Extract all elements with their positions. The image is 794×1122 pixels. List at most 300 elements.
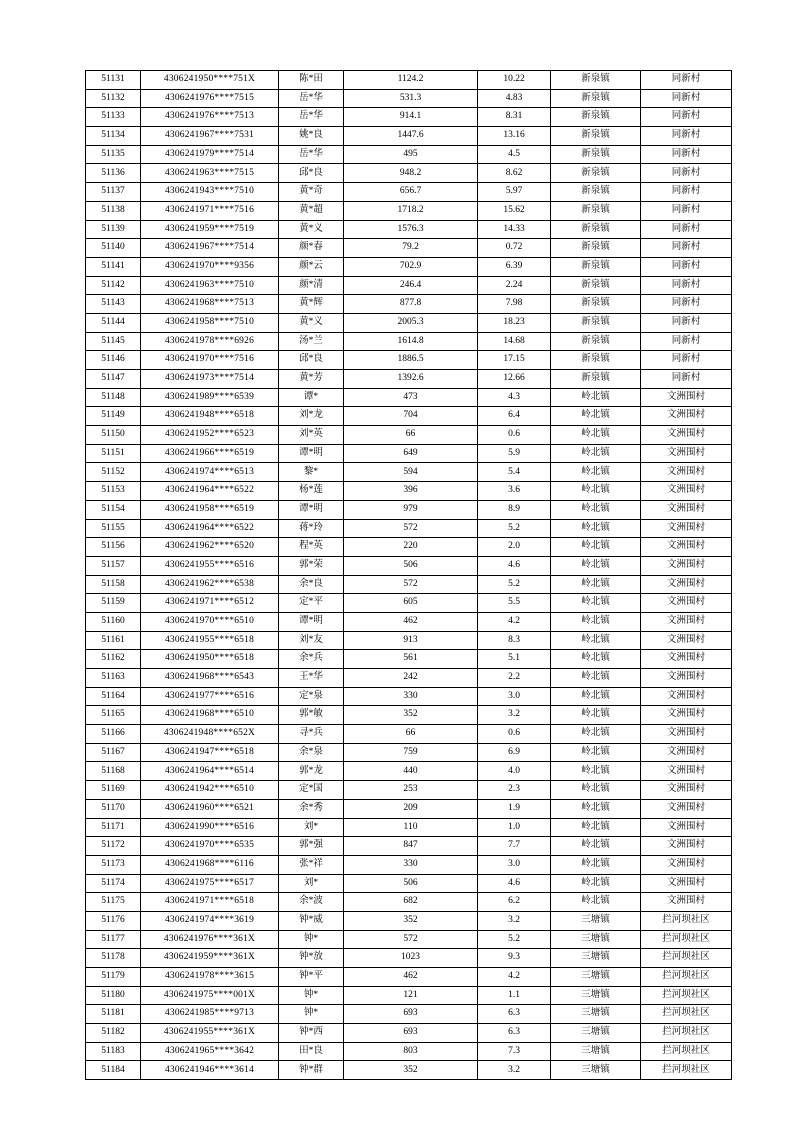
table-cell-rate: 2.0 xyxy=(478,538,551,557)
table-cell-serial: 51174 xyxy=(86,874,141,893)
table-cell-town: 岭北镇 xyxy=(551,500,641,519)
table-cell-rate: 0.72 xyxy=(478,239,551,258)
table-row xyxy=(86,687,732,706)
table-cell-village: 同新村 xyxy=(641,332,732,351)
table-cell-town: 新泉镇 xyxy=(551,257,641,276)
table-cell-town: 岭北镇 xyxy=(551,650,641,669)
table-row xyxy=(86,519,732,538)
table-cell-name: 黎* xyxy=(279,463,344,482)
table-cell-name: 颜*云 xyxy=(279,257,344,276)
table-cell-town: 岭北镇 xyxy=(551,631,641,650)
table-cell-village: 拦河坝社区 xyxy=(641,968,732,987)
table-cell-id_number: 4306241948****652X xyxy=(141,725,279,744)
table-cell-town: 岭北镇 xyxy=(551,407,641,426)
table-cell-serial: 51154 xyxy=(86,500,141,519)
table-cell-serial: 51132 xyxy=(86,89,141,108)
table-cell-id_number: 4306241958****7510 xyxy=(141,313,279,332)
table-cell-amount: 803 xyxy=(344,1042,478,1061)
table-cell-id_number: 4306241960****6521 xyxy=(141,799,279,818)
table-cell-name: 钟*群 xyxy=(279,1061,344,1080)
table-cell-id_number: 4306241976****7513 xyxy=(141,108,279,127)
table-cell-serial: 51178 xyxy=(86,949,141,968)
table-row xyxy=(86,986,732,1005)
table-cell-town: 岭北镇 xyxy=(551,575,641,594)
table-cell-amount: 330 xyxy=(344,855,478,874)
table-cell-amount: 702.9 xyxy=(344,257,478,276)
table-cell-name: 钟* xyxy=(279,930,344,949)
table-cell-name: 钟*平 xyxy=(279,968,344,987)
table-cell-village: 同新村 xyxy=(641,108,732,127)
table-cell-amount: 1392.6 xyxy=(344,370,478,389)
table-cell-id_number: 4306241965****3642 xyxy=(141,1042,279,1061)
table-cell-village: 文洲围村 xyxy=(641,631,732,650)
table-cell-rate: 3.2 xyxy=(478,1061,551,1080)
table-cell-id_number: 4306241989****6539 xyxy=(141,388,279,407)
table-cell-serial: 51153 xyxy=(86,482,141,501)
table-row xyxy=(86,1061,732,1080)
table-cell-village: 文洲围村 xyxy=(641,556,732,575)
table-cell-id_number: 4306241966****6519 xyxy=(141,444,279,463)
table-cell-rate: 8.62 xyxy=(478,164,551,183)
table-cell-name: 钟* xyxy=(279,986,344,1005)
table-row xyxy=(86,239,732,258)
table-cell-rate: 6.3 xyxy=(478,1005,551,1024)
table-cell-serial: 51159 xyxy=(86,594,141,613)
table-cell-name: 邱*良 xyxy=(279,351,344,370)
table-cell-name: 钟*威 xyxy=(279,911,344,930)
table-cell-town: 岭北镇 xyxy=(551,556,641,575)
table-cell-town: 岭北镇 xyxy=(551,874,641,893)
table-cell-serial: 51146 xyxy=(86,351,141,370)
table-cell-name: 蒋*玲 xyxy=(279,519,344,538)
table-cell-serial: 51177 xyxy=(86,930,141,949)
table-cell-amount: 506 xyxy=(344,556,478,575)
table-row xyxy=(86,201,732,220)
table-cell-rate: 3.6 xyxy=(478,482,551,501)
table-cell-amount: 649 xyxy=(344,444,478,463)
table-cell-name: 姚*良 xyxy=(279,127,344,146)
table-cell-amount: 693 xyxy=(344,1005,478,1024)
table-cell-rate: 18.23 xyxy=(478,313,551,332)
table-cell-village: 同新村 xyxy=(641,164,732,183)
table-cell-village: 同新村 xyxy=(641,220,732,239)
table-cell-id_number: 4306241942****6510 xyxy=(141,781,279,800)
table-row xyxy=(86,743,732,762)
table-cell-amount: 594 xyxy=(344,463,478,482)
table-cell-serial: 51165 xyxy=(86,706,141,725)
table-cell-serial: 51138 xyxy=(86,201,141,220)
table-cell-amount: 79.2 xyxy=(344,239,478,258)
table-cell-rate: 14.68 xyxy=(478,332,551,351)
table-row xyxy=(86,893,732,912)
table-cell-village: 文洲围村 xyxy=(641,743,732,762)
table-cell-town: 岭北镇 xyxy=(551,855,641,874)
table-cell-serial: 51141 xyxy=(86,257,141,276)
table-cell-name: 谭*明 xyxy=(279,612,344,631)
records-table xyxy=(85,70,732,1080)
table-cell-id_number: 4306241970****6510 xyxy=(141,612,279,631)
table-cell-serial: 51176 xyxy=(86,911,141,930)
table-cell-id_number: 4306241979****7514 xyxy=(141,145,279,164)
table-cell-name: 黄*辉 xyxy=(279,295,344,314)
table-cell-rate: 8.31 xyxy=(478,108,551,127)
table-cell-amount: 913 xyxy=(344,631,478,650)
table-cell-serial: 51151 xyxy=(86,444,141,463)
table-cell-town: 岭北镇 xyxy=(551,781,641,800)
table-row xyxy=(86,145,732,164)
table-cell-name: 颜*清 xyxy=(279,276,344,295)
table-cell-id_number: 4306241946****3614 xyxy=(141,1061,279,1080)
table-cell-town: 岭北镇 xyxy=(551,687,641,706)
table-cell-village: 同新村 xyxy=(641,276,732,295)
table-row xyxy=(86,874,732,893)
table-cell-name: 钟* xyxy=(279,1005,344,1024)
table-row xyxy=(86,127,732,146)
table-cell-village: 拦河坝社区 xyxy=(641,1061,732,1080)
table-cell-id_number: 4306241948****6518 xyxy=(141,407,279,426)
table-cell-village: 文洲围村 xyxy=(641,706,732,725)
table-row xyxy=(86,911,732,930)
table-cell-id_number: 4306241964****6514 xyxy=(141,762,279,781)
table-cell-rate: 4.0 xyxy=(478,762,551,781)
table-cell-town: 新泉镇 xyxy=(551,351,641,370)
table-row xyxy=(86,463,732,482)
table-cell-village: 同新村 xyxy=(641,89,732,108)
table-cell-id_number: 4306241970****7516 xyxy=(141,351,279,370)
table-cell-amount: 66 xyxy=(344,725,478,744)
table-cell-amount: 330 xyxy=(344,687,478,706)
table-row xyxy=(86,669,732,688)
table-row xyxy=(86,818,732,837)
table-cell-id_number: 4306241955****6516 xyxy=(141,556,279,575)
table-cell-amount: 121 xyxy=(344,986,478,1005)
table-cell-name: 郭*强 xyxy=(279,837,344,856)
table-cell-village: 同新村 xyxy=(641,295,732,314)
table-cell-serial: 51171 xyxy=(86,818,141,837)
table-cell-name: 余*兵 xyxy=(279,650,344,669)
table-cell-town: 岭北镇 xyxy=(551,837,641,856)
table-cell-rate: 5.5 xyxy=(478,594,551,613)
table-cell-id_number: 4306241968****6116 xyxy=(141,855,279,874)
table-cell-serial: 51173 xyxy=(86,855,141,874)
table-cell-serial: 51172 xyxy=(86,837,141,856)
table-cell-serial: 51140 xyxy=(86,239,141,258)
table-cell-id_number: 4306241976****7515 xyxy=(141,89,279,108)
table-cell-serial: 51135 xyxy=(86,145,141,164)
table-row xyxy=(86,407,732,426)
table-cell-serial: 51182 xyxy=(86,1024,141,1043)
table-cell-town: 岭北镇 xyxy=(551,893,641,912)
table-cell-amount: 352 xyxy=(344,706,478,725)
table-cell-serial: 51156 xyxy=(86,538,141,557)
table-cell-village: 拦河坝社区 xyxy=(641,911,732,930)
table-cell-serial: 51163 xyxy=(86,669,141,688)
table-cell-town: 岭北镇 xyxy=(551,818,641,837)
table-cell-name: 张*祥 xyxy=(279,855,344,874)
table-cell-village: 文洲围村 xyxy=(641,444,732,463)
table-cell-id_number: 4306241978****6926 xyxy=(141,332,279,351)
table-cell-serial: 51160 xyxy=(86,612,141,631)
table-cell-amount: 220 xyxy=(344,538,478,557)
table-cell-amount: 352 xyxy=(344,1061,478,1080)
table-cell-amount: 561 xyxy=(344,650,478,669)
table-cell-town: 岭北镇 xyxy=(551,725,641,744)
table-cell-name: 郭*敏 xyxy=(279,706,344,725)
table-cell-name: 刘*友 xyxy=(279,631,344,650)
table-cell-rate: 7.7 xyxy=(478,837,551,856)
table-cell-name: 余*秀 xyxy=(279,799,344,818)
table-cell-id_number: 4306241955****361X xyxy=(141,1024,279,1043)
table-cell-serial: 51131 xyxy=(86,71,141,90)
table-cell-serial: 51183 xyxy=(86,1042,141,1061)
table-cell-serial: 51164 xyxy=(86,687,141,706)
table-cell-id_number: 4306241968****6543 xyxy=(141,669,279,688)
table-cell-town: 三塘镇 xyxy=(551,1024,641,1043)
table-cell-id_number: 4306241974****6513 xyxy=(141,463,279,482)
table-cell-name: 汤*兰 xyxy=(279,332,344,351)
table-cell-id_number: 4306241971****6512 xyxy=(141,594,279,613)
table-cell-name: 刘*英 xyxy=(279,426,344,445)
table-cell-rate: 6.3 xyxy=(478,1024,551,1043)
table-cell-serial: 51150 xyxy=(86,426,141,445)
table-cell-name: 杨*莲 xyxy=(279,482,344,501)
table-row xyxy=(86,332,732,351)
table-cell-amount: 656.7 xyxy=(344,183,478,202)
table-cell-serial: 51144 xyxy=(86,313,141,332)
table-cell-name: 定*泉 xyxy=(279,687,344,706)
table-cell-amount: 704 xyxy=(344,407,478,426)
table-cell-rate: 2.2 xyxy=(478,669,551,688)
table-cell-rate: 10.22 xyxy=(478,71,551,90)
table-cell-rate: 5.4 xyxy=(478,463,551,482)
table-cell-serial: 51134 xyxy=(86,127,141,146)
table-cell-rate: 6.2 xyxy=(478,893,551,912)
table-row xyxy=(86,220,732,239)
table-cell-id_number: 4306241967****7514 xyxy=(141,239,279,258)
table-cell-town: 岭北镇 xyxy=(551,538,641,557)
table-row xyxy=(86,631,732,650)
table-cell-rate: 9.3 xyxy=(478,949,551,968)
table-cell-id_number: 4306241958****6519 xyxy=(141,500,279,519)
table-cell-amount: 242 xyxy=(344,669,478,688)
table-cell-town: 新泉镇 xyxy=(551,370,641,389)
table-cell-rate: 3.0 xyxy=(478,687,551,706)
table-cell-rate: 14.33 xyxy=(478,220,551,239)
table-cell-rate: 7.3 xyxy=(478,1042,551,1061)
table-row xyxy=(86,351,732,370)
table-cell-amount: 572 xyxy=(344,575,478,594)
table-cell-rate: 3.2 xyxy=(478,911,551,930)
table-cell-id_number: 4306241955****6518 xyxy=(141,631,279,650)
table-cell-village: 文洲围村 xyxy=(641,855,732,874)
table-cell-id_number: 4306241975****001X xyxy=(141,986,279,1005)
table-cell-name: 余*波 xyxy=(279,893,344,912)
table-cell-rate: 5.9 xyxy=(478,444,551,463)
table-cell-rate: 3.2 xyxy=(478,706,551,725)
table-cell-amount: 1718.2 xyxy=(344,201,478,220)
table-cell-amount: 948.2 xyxy=(344,164,478,183)
table-cell-town: 岭北镇 xyxy=(551,519,641,538)
table-cell-amount: 979 xyxy=(344,500,478,519)
table-cell-amount: 847 xyxy=(344,837,478,856)
table-cell-village: 文洲围村 xyxy=(641,837,732,856)
table-cell-serial: 51149 xyxy=(86,407,141,426)
table-cell-name: 定*国 xyxy=(279,781,344,800)
table-cell-village: 文洲围村 xyxy=(641,650,732,669)
table-cell-village: 文洲围村 xyxy=(641,781,732,800)
table-cell-name: 谭*明 xyxy=(279,500,344,519)
table-cell-id_number: 4306241962****6538 xyxy=(141,575,279,594)
table-cell-id_number: 4306241952****6523 xyxy=(141,426,279,445)
table-cell-town: 新泉镇 xyxy=(551,183,641,202)
table-cell-rate: 4.6 xyxy=(478,874,551,893)
table-cell-amount: 396 xyxy=(344,482,478,501)
table-cell-rate: 12.66 xyxy=(478,370,551,389)
table-cell-town: 新泉镇 xyxy=(551,239,641,258)
table-cell-amount: 246.4 xyxy=(344,276,478,295)
table-cell-village: 文洲围村 xyxy=(641,519,732,538)
table-cell-village: 同新村 xyxy=(641,239,732,258)
table-cell-serial: 51184 xyxy=(86,1061,141,1080)
table-cell-serial: 51180 xyxy=(86,986,141,1005)
table-cell-rate: 5.2 xyxy=(478,519,551,538)
table-cell-town: 岭北镇 xyxy=(551,426,641,445)
table-row xyxy=(86,650,732,669)
table-cell-id_number: 4306241971****6518 xyxy=(141,893,279,912)
table-cell-town: 三塘镇 xyxy=(551,1061,641,1080)
table-row xyxy=(86,781,732,800)
table-cell-id_number: 4306241990****6516 xyxy=(141,818,279,837)
table-cell-rate: 4.5 xyxy=(478,145,551,164)
table-cell-amount: 759 xyxy=(344,743,478,762)
table-cell-name: 邱*良 xyxy=(279,164,344,183)
table-row xyxy=(86,426,732,445)
table-row xyxy=(86,500,732,519)
table-cell-village: 同新村 xyxy=(641,127,732,146)
table-cell-name: 谭* xyxy=(279,388,344,407)
table-row xyxy=(86,968,732,987)
table-cell-rate: 13.16 xyxy=(478,127,551,146)
table-cell-town: 新泉镇 xyxy=(551,127,641,146)
table-cell-amount: 440 xyxy=(344,762,478,781)
table-cell-village: 同新村 xyxy=(641,145,732,164)
table-row xyxy=(86,444,732,463)
table-row xyxy=(86,1024,732,1043)
table-cell-rate: 1.0 xyxy=(478,818,551,837)
table-cell-id_number: 4306241976****361X xyxy=(141,930,279,949)
table-cell-id_number: 4306241985****9713 xyxy=(141,1005,279,1024)
table-cell-rate: 5.1 xyxy=(478,650,551,669)
table-cell-amount: 1886.5 xyxy=(344,351,478,370)
table-cell-rate: 6.4 xyxy=(478,407,551,426)
table-cell-village: 文洲围村 xyxy=(641,426,732,445)
table-cell-amount: 473 xyxy=(344,388,478,407)
table-cell-town: 岭北镇 xyxy=(551,444,641,463)
table-cell-amount: 253 xyxy=(344,781,478,800)
table-cell-id_number: 4306241963****7510 xyxy=(141,276,279,295)
table-cell-id_number: 4306241950****6518 xyxy=(141,650,279,669)
table-cell-serial: 51143 xyxy=(86,295,141,314)
table-cell-id_number: 4306241974****3619 xyxy=(141,911,279,930)
table-cell-name: 岳*华 xyxy=(279,108,344,127)
table-cell-name: 刘* xyxy=(279,874,344,893)
table-cell-village: 文洲围村 xyxy=(641,482,732,501)
table-cell-rate: 1.9 xyxy=(478,799,551,818)
table-cell-name: 颜*春 xyxy=(279,239,344,258)
table-cell-rate: 5.97 xyxy=(478,183,551,202)
table-cell-town: 新泉镇 xyxy=(551,313,641,332)
table-cell-serial: 51166 xyxy=(86,725,141,744)
table-cell-town: 岭北镇 xyxy=(551,669,641,688)
table-cell-name: 余*泉 xyxy=(279,743,344,762)
table-cell-village: 文洲围村 xyxy=(641,500,732,519)
table-cell-name: 定*平 xyxy=(279,594,344,613)
table-cell-amount: 1576.3 xyxy=(344,220,478,239)
table-cell-rate: 17.15 xyxy=(478,351,551,370)
table-cell-rate: 0.6 xyxy=(478,426,551,445)
table-cell-name: 郭*荣 xyxy=(279,556,344,575)
table-row xyxy=(86,837,732,856)
table-cell-village: 文洲围村 xyxy=(641,575,732,594)
table-row xyxy=(86,575,732,594)
table-cell-amount: 914.1 xyxy=(344,108,478,127)
table-cell-serial: 51168 xyxy=(86,762,141,781)
table-cell-serial: 51169 xyxy=(86,781,141,800)
table-cell-town: 新泉镇 xyxy=(551,332,641,351)
records-table-body xyxy=(86,71,732,1080)
table-cell-id_number: 4306241962****6520 xyxy=(141,538,279,557)
table-cell-id_number: 4306241975****6517 xyxy=(141,874,279,893)
table-cell-rate: 6.9 xyxy=(478,743,551,762)
table-cell-amount: 572 xyxy=(344,519,478,538)
table-row xyxy=(86,799,732,818)
table-cell-id_number: 4306241970****9356 xyxy=(141,257,279,276)
table-cell-town: 岭北镇 xyxy=(551,388,641,407)
table-row xyxy=(86,1042,732,1061)
table-cell-village: 同新村 xyxy=(641,351,732,370)
table-cell-id_number: 4306241973****7514 xyxy=(141,370,279,389)
table-cell-amount: 1023 xyxy=(344,949,478,968)
table-row xyxy=(86,612,732,631)
table-cell-town: 新泉镇 xyxy=(551,71,641,90)
table-row xyxy=(86,164,732,183)
table-cell-name: 谭*明 xyxy=(279,444,344,463)
table-cell-amount: 877.8 xyxy=(344,295,478,314)
table-cell-amount: 2005.3 xyxy=(344,313,478,332)
table-cell-village: 文洲围村 xyxy=(641,818,732,837)
table-row xyxy=(86,183,732,202)
table-row xyxy=(86,295,732,314)
table-cell-id_number: 4306241947****6518 xyxy=(141,743,279,762)
table-cell-town: 新泉镇 xyxy=(551,276,641,295)
table-cell-name: 寻*兵 xyxy=(279,725,344,744)
table-cell-rate: 4.3 xyxy=(478,388,551,407)
table-cell-serial: 51142 xyxy=(86,276,141,295)
table-cell-amount: 605 xyxy=(344,594,478,613)
table-cell-name: 黄*奇 xyxy=(279,183,344,202)
table-cell-amount: 531.3 xyxy=(344,89,478,108)
table-cell-amount: 1614.8 xyxy=(344,332,478,351)
table-row xyxy=(86,71,732,90)
table-cell-serial: 51170 xyxy=(86,799,141,818)
table-cell-village: 拦河坝社区 xyxy=(641,1042,732,1061)
table-cell-amount: 1124.2 xyxy=(344,71,478,90)
table-cell-serial: 51167 xyxy=(86,743,141,762)
table-cell-rate: 0.6 xyxy=(478,725,551,744)
table-cell-name: 钟*放 xyxy=(279,949,344,968)
table-row xyxy=(86,388,732,407)
table-row xyxy=(86,538,732,557)
